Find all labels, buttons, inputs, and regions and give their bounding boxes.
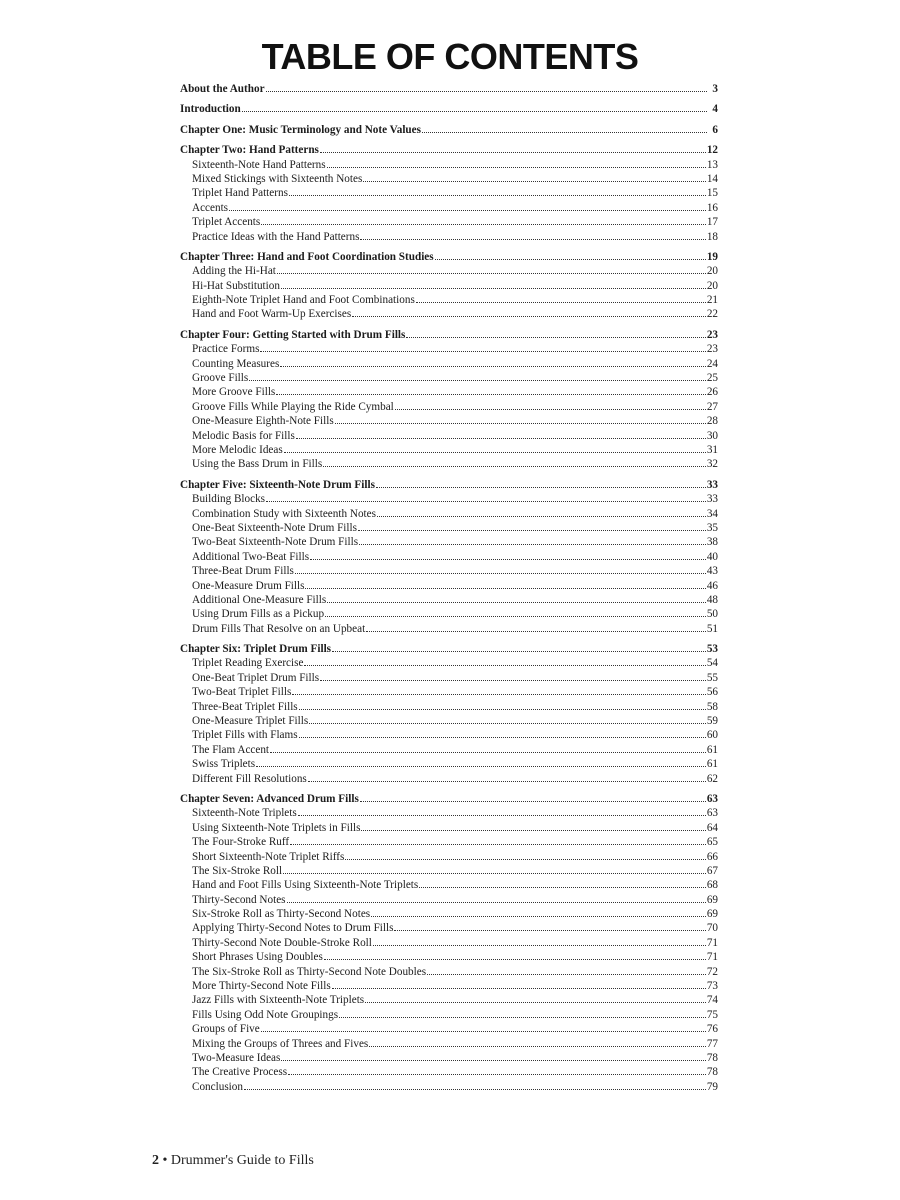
toc-entry-page: 46 (706, 579, 718, 592)
toc-entry-title: Additional One-Measure Fills (192, 593, 327, 606)
toc-leader-dots (359, 544, 706, 545)
toc-entry-page: 68 (706, 879, 718, 892)
toc-entry-title: Applying Thirty-Second Notes to Drum Fills (192, 922, 394, 935)
toc-entry-page: 54 (706, 657, 718, 670)
toc-entry-page: 48 (706, 593, 718, 606)
toc-entry-page: 71 (706, 951, 718, 964)
toc-entry-page: 34 (706, 507, 718, 520)
toc-section-entry (180, 414, 718, 428)
toc-entry-page: 65 (706, 836, 718, 849)
toc-entry-title: One-Measure Drum Fills (192, 579, 305, 592)
toc-entry-page: 33 (706, 478, 718, 491)
toc-section-entry (180, 307, 718, 321)
toc-section-entry (180, 371, 718, 385)
toc-entry-page: 55 (706, 671, 718, 684)
toc-section-entry (180, 821, 718, 835)
toc-entry-title: Two-Beat Sixteenth-Note Drum Fills (192, 536, 359, 549)
toc-entry-page: 63 (706, 792, 718, 805)
toc-entry-title: The Six-Stroke Roll (192, 864, 283, 877)
toc-leader-dots (229, 210, 706, 211)
toc-section-entry (180, 757, 718, 771)
toc-chapter-entry (180, 478, 718, 492)
toc-leader-dots (352, 316, 706, 317)
toc-section-entry (180, 671, 718, 685)
toc-entry-title: Practice Ideas with the Hand Patterns (192, 230, 360, 243)
toc-leader-dots (260, 351, 705, 352)
toc-leader-dots (327, 602, 706, 603)
toc-section-entry (180, 893, 718, 907)
toc-entry-page: 71 (706, 936, 718, 949)
toc-section-entry (180, 579, 718, 593)
toc-section-entry (180, 878, 718, 892)
toc-leader-dots (242, 111, 707, 112)
toc-section-entry (180, 564, 718, 578)
toc-leader-dots (395, 409, 706, 410)
toc-leader-dots (366, 631, 706, 632)
toc-chapter-entry (180, 123, 718, 137)
toc-entry-title: Adding the Hi-Hat (192, 265, 276, 278)
toc-entry-page: 78 (706, 1052, 718, 1064)
toc-entry-title: More Melodic Ideas (192, 443, 283, 456)
toc-leader-dots (327, 167, 706, 168)
toc-section-entry (180, 850, 718, 864)
toc-leader-dots (419, 887, 706, 888)
toc-section-entry (180, 521, 718, 535)
toc-entry-page: 50 (706, 608, 718, 621)
toc-leader-dots (277, 273, 706, 274)
toc-entry-page: 4 (712, 103, 718, 116)
toc-leader-dots (298, 815, 706, 816)
toc-entry-title: Conclusion (192, 1080, 243, 1093)
toc-leader-dots (304, 665, 705, 666)
toc-section-entry (180, 293, 718, 307)
toc-leader-dots (373, 945, 706, 946)
toc-chapter-entry (180, 792, 718, 806)
toc-entry-title: Fills Using Odd Note Groupings (192, 1008, 339, 1021)
toc-section-entry (180, 400, 718, 414)
toc-chapter-entry (180, 642, 718, 656)
toc-entry-title: The Flam Accent (192, 743, 270, 756)
toc-entry-page: 38 (706, 536, 718, 549)
toc-entry-title: Practice Forms (192, 343, 260, 356)
toc-entry-title: Introduction (180, 103, 241, 116)
toc-entry-page: 31 (706, 443, 718, 456)
page-footer (152, 1153, 314, 1169)
toc-entry-title: About the Author (180, 83, 265, 95)
toc-entry-title: Thirty-Second Notes (192, 893, 286, 906)
toc-entry-page: 63 (706, 807, 718, 820)
toc-entry-page: 78 (706, 1066, 718, 1079)
toc-entry-title: The Creative Process (192, 1066, 288, 1079)
toc-entry-title: Drum Fills That Resolve on an Upbeat (192, 622, 366, 635)
toc-entry-page: 17 (706, 216, 718, 229)
toc-leader-dots (360, 801, 706, 802)
toc-entry-title: The Six-Stroke Roll as Thirty-Second Note Doubles (192, 965, 427, 978)
toc-leader-dots (369, 1046, 706, 1047)
toc-entry-title: The Four-Stroke Ruff (192, 836, 290, 849)
toc-section-entry (180, 1022, 718, 1036)
toc-section-entry (180, 172, 718, 186)
toc-entry-page: 6 (712, 123, 718, 136)
toc-entry-page: 77 (706, 1037, 718, 1050)
toc-section-entry (180, 215, 718, 229)
toc-leader-dots (361, 830, 705, 831)
toc-section-entry (180, 186, 718, 200)
toc-entry-title: More Groove Fills (192, 386, 276, 399)
toc-leader-dots (376, 487, 706, 488)
toc-leader-dots (332, 651, 706, 652)
toc-leader-dots (266, 501, 706, 502)
toc-section-entry (180, 728, 718, 742)
toc-entry-title: Sixteenth-Note Triplets (192, 807, 297, 820)
toc-section-entry (180, 950, 718, 964)
toc-leader-dots (323, 466, 706, 467)
toc-entry-page: 21 (706, 294, 718, 307)
toc-section-entry (180, 385, 718, 399)
toc-entry-title: Thirty-Second Note Double-Stroke Roll (192, 936, 372, 949)
toc-section-entry (180, 264, 718, 278)
toc-entry-title: Building Blocks (192, 493, 266, 506)
toc-section-entry (180, 622, 718, 636)
toc-leader-dots (284, 452, 706, 453)
toc-leader-dots (261, 1031, 706, 1032)
footer-separator: • (162, 1153, 168, 1168)
toc-entry-title: Two-Measure Ideas (192, 1052, 281, 1064)
toc-section-entry (180, 979, 718, 993)
toc-entry-title: Hand and Foot Warm-Up Exercises (192, 308, 352, 321)
toc-entry-title: Triplet Fills with Flams (192, 729, 298, 742)
toc-leader-dots (335, 423, 706, 424)
toc-section-entry (180, 772, 718, 786)
toc-leader-dots (266, 91, 707, 92)
toc-section-entry (180, 700, 718, 714)
toc-section-entry (180, 743, 718, 757)
toc-leader-dots (244, 1089, 706, 1090)
toc-leader-dots (406, 337, 705, 338)
toc-entry-page: 43 (706, 565, 718, 578)
toc-leader-dots (287, 902, 706, 903)
toc-entry-title: Short Phrases Using Doubles (192, 951, 323, 964)
toc-entry-page: 51 (706, 622, 718, 635)
toc-leader-dots (296, 438, 706, 439)
toc-entry-page: 69 (706, 908, 718, 921)
toc-entry-title: Accents (192, 201, 229, 214)
toc-entry-page: 24 (706, 357, 718, 370)
toc-leader-dots (345, 859, 705, 860)
toc-entry-title: Different Fill Resolutions (192, 772, 307, 785)
toc-leader-dots (276, 394, 706, 395)
toc-section-entry (180, 864, 718, 878)
toc-entry-title: Combination Study with Sixteenth Notes (192, 507, 376, 520)
toc-entry-page: 59 (706, 715, 718, 728)
toc-entry-page: 72 (706, 965, 718, 978)
toc-entry-title: Hi-Hat Substitution (192, 279, 280, 292)
toc-entry-page: 23 (706, 328, 718, 341)
toc-entry-title: Eighth-Note Triplet Hand and Foot Combinations (192, 294, 415, 307)
toc-entry-page: 16 (706, 201, 718, 214)
toc-entry-title: Mixed Stickings with Sixteenth Notes (192, 172, 363, 185)
toc-section-entry (180, 342, 718, 356)
toc-chapter-entry (180, 82, 718, 96)
toc-leader-dots (394, 930, 705, 931)
toc-leader-dots (295, 573, 706, 574)
toc-entry-title: Mixing the Groups of Threes and Fives (192, 1037, 369, 1050)
toc-entry-title: Triplet Reading Exercise (192, 657, 304, 670)
toc-entry-page: 3 (712, 83, 718, 95)
toc-leader-dots (288, 1074, 706, 1075)
toc-leader-dots (283, 873, 706, 874)
toc-entry-title: More Thirty-Second Note Fills (192, 980, 331, 993)
toc-chapter-entry (180, 102, 718, 116)
toc-entry-page: 23 (706, 343, 718, 356)
toc-section-entry (180, 714, 718, 728)
toc-entry-page: 67 (706, 864, 718, 877)
toc-entry-title: Counting Measures (192, 357, 280, 370)
toc-section-entry (180, 201, 718, 215)
toc-entry-title: Using Drum Fills as a Pickup (192, 608, 325, 621)
toc-entry-page: 32 (706, 458, 718, 471)
toc-leader-dots (339, 1017, 706, 1018)
toc-section-entry (180, 1008, 718, 1022)
toc-entry-page: 26 (706, 386, 718, 399)
toc-entry-page: 69 (706, 893, 718, 906)
page-title: TABLE OF CONTENTS (261, 36, 639, 77)
toc-entry-page: 58 (706, 700, 718, 713)
toc-leader-dots (325, 616, 706, 617)
toc-leader-dots (256, 766, 706, 767)
toc-entry-title: Additional Two-Beat Fills (192, 550, 310, 563)
toc-entry-page: 15 (706, 187, 718, 200)
toc-entry-page: 76 (706, 1023, 718, 1036)
toc-entry-title: Jazz Fills with Sixteenth-Note Triplets (192, 994, 365, 1007)
toc-leader-dots (324, 959, 706, 960)
toc-leader-dots (305, 588, 705, 589)
toc-entry-page: 74 (706, 994, 718, 1007)
toc-entry-page: 40 (706, 550, 718, 563)
toc-entry-title: Chapter Six: Triplet Drum Fills (180, 643, 332, 656)
toc-entry-page: 61 (706, 743, 718, 756)
toc-leader-dots (358, 530, 706, 531)
toc-entry-page: 53 (706, 643, 718, 656)
toc-entry-page: 14 (706, 172, 718, 185)
toc-section-entry (180, 279, 718, 293)
toc-section-entry (180, 993, 718, 1007)
toc-section-entry (180, 965, 718, 979)
toc-leader-dots (310, 559, 706, 560)
toc-entry-title: Three-Beat Drum Fills (192, 565, 294, 578)
toc-entry-title: Chapter Four: Getting Started with Drum Fills (180, 328, 406, 341)
toc-section-entry (180, 1037, 718, 1051)
toc-section-entry (180, 835, 718, 849)
toc-entry-page: 33 (706, 493, 718, 506)
toc-section-entry (180, 1051, 718, 1065)
toc-leader-dots (332, 988, 706, 989)
toc-leader-dots (292, 694, 706, 695)
toc-leader-dots (360, 239, 705, 240)
toc-leader-dots (299, 737, 706, 738)
toc-entry-page: 62 (706, 772, 718, 785)
toc-entry-page: 12 (706, 144, 718, 157)
toc-chapter-entry (180, 250, 718, 264)
toc-section-entry (180, 457, 718, 471)
toc-entry-title: Groove Fills While Playing the Ride Cymbal (192, 400, 394, 413)
toc-entry-title: Swiss Triplets (192, 758, 256, 771)
toc-entry-page: 13 (706, 158, 718, 171)
toc-section-entry (180, 230, 718, 244)
toc-leader-dots (290, 844, 706, 845)
toc-leader-dots (371, 916, 706, 917)
toc-entry-title: Chapter Two: Hand Patterns (180, 144, 319, 157)
toc-section-entry (180, 507, 718, 521)
toc-leader-dots (320, 152, 706, 153)
toc-section-entry (180, 158, 718, 172)
toc-leader-dots (377, 516, 706, 517)
toc-entry-title: Chapter One: Music Terminology and Note Values (180, 123, 421, 136)
toc-entry-page: 27 (706, 400, 718, 413)
toc-entry-page: 30 (706, 429, 718, 442)
toc-entry-title: Using the Bass Drum in Fills (192, 458, 323, 471)
toc-leader-dots (365, 1002, 706, 1003)
toc-entry-title: Groove Fills (192, 372, 249, 385)
toc-leader-dots (363, 181, 706, 182)
toc-entry-title: Chapter Three: Hand and Foot Coordination Studies (180, 250, 434, 263)
toc-section-entry (180, 1080, 718, 1094)
toc-chapter-entry (180, 328, 718, 342)
toc-entry-page: 20 (706, 265, 718, 278)
toc-entry-page: 18 (706, 230, 718, 243)
toc-entry-page: 22 (706, 308, 718, 321)
toc-entry-title: Using Sixteenth-Note Triplets in Fills (192, 821, 361, 834)
toc-leader-dots (422, 132, 707, 133)
toc-entry-page: 60 (706, 729, 718, 742)
toc-entry-title: Triplet Hand Patterns (192, 187, 288, 200)
toc-entry-title: Two-Beat Triplet Fills (192, 686, 292, 699)
toc-entry-page: 19 (706, 250, 718, 263)
toc-entry-title: One-Beat Sixteenth-Note Drum Fills (192, 521, 357, 534)
toc-section-entry (180, 593, 718, 607)
toc-entry-page: 35 (706, 521, 718, 534)
table-of-contents (180, 82, 718, 1094)
toc-entry-title: Three-Beat Triplet Fills (192, 700, 298, 713)
toc-entry-title: Sixteenth-Note Hand Patterns (192, 158, 326, 171)
toc-entry-title: Chapter Seven: Advanced Drum Fills (180, 792, 359, 805)
toc-leader-dots (281, 1060, 705, 1061)
toc-entry-page: 75 (706, 1008, 718, 1021)
toc-entry-title: Melodic Basis for Fills (192, 429, 295, 442)
toc-section-entry (180, 535, 718, 549)
toc-leader-dots (416, 302, 706, 303)
toc-leader-dots (280, 366, 705, 367)
toc-leader-dots (435, 259, 706, 260)
footer-book-title: Drummer's Guide to Fills (170, 1153, 314, 1168)
toc-entry-page: 79 (706, 1080, 718, 1093)
toc-entry-title: Groups of Five (192, 1023, 260, 1036)
toc-entry-title: One-Measure Eighth-Note Fills (192, 415, 334, 428)
toc-entry-page: 64 (706, 821, 718, 834)
toc-leader-dots (308, 781, 706, 782)
toc-section-entry (180, 921, 718, 935)
toc-section-entry (180, 806, 718, 820)
toc-entry-page: 61 (706, 758, 718, 771)
toc-leader-dots (299, 709, 706, 710)
toc-entry-page: 28 (706, 415, 718, 428)
toc-section-entry (180, 607, 718, 621)
toc-leader-dots (281, 288, 706, 289)
toc-section-entry (180, 550, 718, 564)
toc-entry-title: Chapter Five: Sixteenth-Note Drum Fills (180, 478, 375, 491)
toc-leader-dots (320, 680, 706, 681)
footer-page-number: 2 (152, 1153, 159, 1168)
toc-entry-title: One-Measure Triplet Fills (192, 715, 309, 728)
toc-entry-title: Short Sixteenth-Note Triplet Riffs (192, 850, 345, 863)
toc-entry-title: One-Beat Triplet Drum Fills (192, 671, 320, 684)
toc-entry-page: 70 (706, 922, 718, 935)
toc-leader-dots (261, 224, 706, 225)
toc-leader-dots (249, 380, 706, 381)
toc-leader-dots (289, 195, 706, 196)
toc-section-entry (180, 936, 718, 950)
toc-leader-dots (309, 723, 706, 724)
toc-section-entry (180, 907, 718, 921)
toc-section-entry (180, 429, 718, 443)
toc-entry-page: 66 (706, 850, 718, 863)
toc-section-entry (180, 685, 718, 699)
toc-entry-page: 73 (706, 980, 718, 993)
toc-entry-title: Hand and Foot Fills Using Sixteenth-Note Triplets (192, 879, 419, 892)
toc-section-entry (180, 492, 718, 506)
toc-section-entry (180, 357, 718, 371)
toc-entry-page: 25 (706, 372, 718, 385)
toc-section-entry (180, 656, 718, 670)
toc-section-entry (180, 443, 718, 457)
toc-entry-page: 56 (706, 686, 718, 699)
toc-entry-page: 20 (706, 279, 718, 292)
toc-entry-title: Triplet Accents (192, 216, 261, 229)
toc-chapter-entry (180, 143, 718, 157)
toc-entry-title: Six-Stroke Roll as Thirty-Second Notes (192, 908, 371, 921)
toc-leader-dots (270, 752, 706, 753)
toc-leader-dots (427, 974, 706, 975)
toc-section-entry (180, 1065, 718, 1079)
